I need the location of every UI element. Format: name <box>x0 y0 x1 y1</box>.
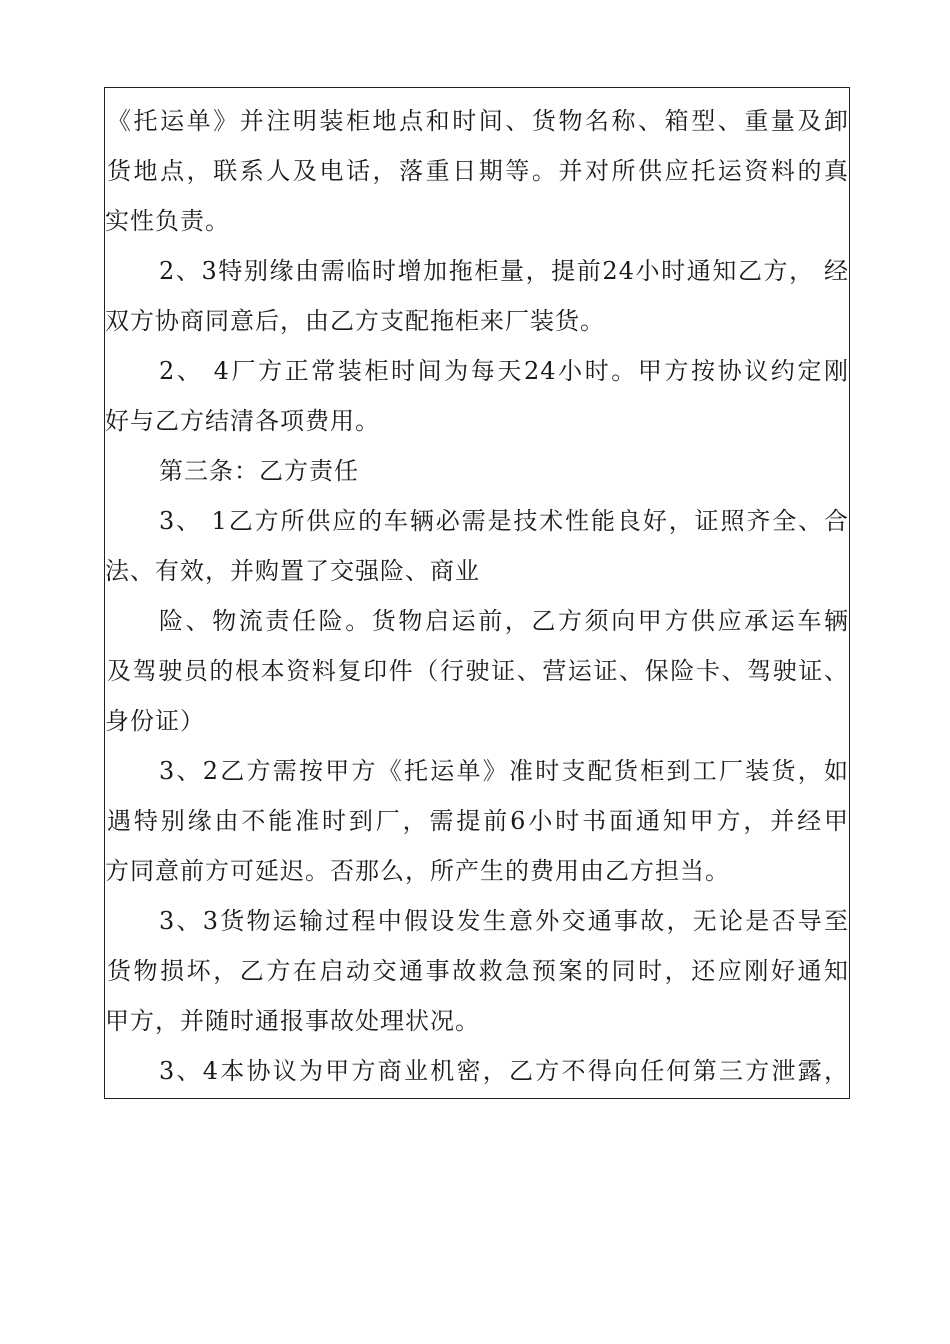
text-line: 遇特别缘由不能准时到厂，需提前6小时书面通知甲方，并经甲 <box>107 807 849 835</box>
text-line: 货物损坏，乙方在启动交通事故救急预案的同时，还应刚好通知 <box>107 957 849 985</box>
text-line: 3、4本协议为甲方商业机密，乙方不得向任何第三方泄露， <box>159 1057 849 1085</box>
text-line: 3、3货物运输过程中假设发生意外交通事故，无论是否导至 <box>159 907 849 935</box>
text-line: 货地点，联系人及电话，落重日期等。并对所供应托运资料的真 <box>107 157 849 185</box>
text-line: 实性负责。 <box>105 207 230 235</box>
section-heading: 第三条：乙方责任 <box>159 457 359 485</box>
text-line: 3、 1乙方所供应的车辆必需是技术性能良好，证照齐全、合 <box>159 507 849 535</box>
text-line: 及驾驶员的根本资料复印件（行驶证、营运证、保险卡、驾驶证、 <box>107 657 849 685</box>
document-frame <box>104 87 850 1099</box>
text-line: 2、3特别缘由需临时增加拖柜量，提前24小时通知乙方， 经 <box>159 257 849 285</box>
text-line: 险、物流责任险。货物启运前，乙方须向甲方供应承运车辆 <box>159 607 849 635</box>
text-line: 甲方，并随时通报事故处理状况。 <box>105 1007 480 1035</box>
text-line: 3、2乙方需按甲方《托运单》准时支配货柜到工厂装货，如 <box>159 757 849 785</box>
text-line: 好与乙方结清各项费用。 <box>105 407 380 435</box>
text-line: 2、 4厂方正常装柜时间为每天24小时。甲方按协议约定刚 <box>159 357 849 385</box>
text-line: 法、有效，并购置了交强险、商业 <box>105 557 480 585</box>
text-line: 方同意前方可延迟。否那么，所产生的费用由乙方担当。 <box>105 857 730 885</box>
text-line: 双方协商同意后，由乙方支配拖柜来厂装货。 <box>105 307 605 335</box>
text-line: 《托运单》并注明装柜地点和时间、货物名称、箱型、重量及卸 <box>107 107 849 135</box>
text-line: 身份证） <box>105 707 205 735</box>
